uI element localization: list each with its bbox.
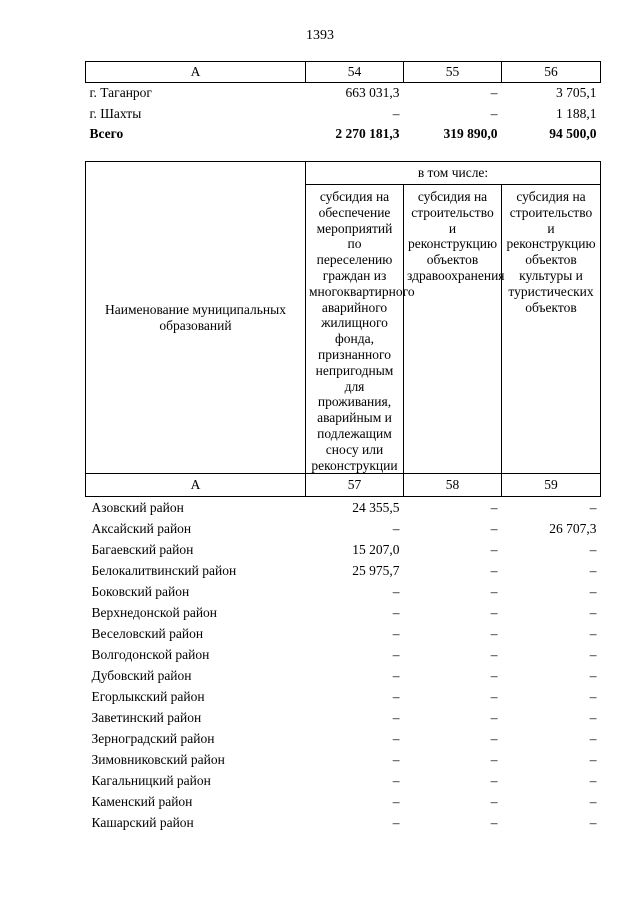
cell-value: – [392, 605, 400, 621]
cell-value: – [392, 521, 400, 537]
cell-value: – [490, 689, 498, 705]
cell-value: – [589, 815, 597, 831]
cell-value: – [589, 794, 597, 810]
cell-value: – [392, 647, 400, 663]
summary-header-row [86, 62, 601, 83]
code-cell: 57 [306, 474, 404, 497]
table-row [86, 518, 601, 539]
page-number: 1393 [306, 28, 334, 43]
total-label: Всего [89, 126, 124, 142]
summary-table [85, 61, 601, 145]
cell-value: – [392, 689, 400, 705]
header-cell: 55 [404, 62, 502, 83]
total-row [86, 124, 601, 145]
cell-value: – [490, 647, 498, 663]
district-name: Дубовский район [91, 668, 192, 684]
district-name: Зимовниковский район [91, 752, 225, 768]
table-row [86, 83, 601, 104]
cell-value: – [589, 773, 597, 789]
cell-value: – [490, 668, 498, 684]
cell-value: – [490, 710, 498, 726]
cell-value: 1 188,1 [556, 105, 597, 121]
cell-value: – [589, 731, 597, 747]
header-cell: 56 [502, 62, 601, 83]
cell-value: 24 355,5 [352, 500, 400, 516]
district-name: Аксайский район [91, 521, 192, 537]
district-name: Кагальницкий район [91, 773, 211, 789]
district-name: Егорлыкский район [91, 689, 205, 705]
cell-value: 26 707,3 [549, 521, 597, 537]
table-row [86, 104, 601, 125]
table-row [86, 581, 601, 602]
district-name: Багаевский район [91, 542, 194, 558]
table-row [86, 623, 601, 644]
cell-value: – [589, 626, 597, 642]
district-name: Боковский район [91, 584, 190, 600]
district-name: Зерноградский район [91, 731, 215, 747]
code-cell: А [86, 474, 306, 497]
cell-value: – [589, 542, 597, 558]
table-row [86, 707, 601, 728]
table-row [86, 602, 601, 623]
cell-value: – [392, 105, 400, 121]
cell-value: – [490, 773, 498, 789]
code-cell: 58 [404, 474, 502, 497]
district-name: Верхнедонской район [91, 605, 218, 621]
cell-value: – [490, 605, 498, 621]
district-name: Белокалитвинский район [91, 563, 237, 579]
cell-value: – [392, 668, 400, 684]
cell-value: – [589, 752, 597, 768]
cell-value: 25 975,7 [352, 563, 400, 579]
table-row [86, 560, 601, 581]
district-name: Азовский район [91, 500, 184, 516]
code-cell: 59 [502, 474, 601, 497]
cell-value: – [392, 710, 400, 726]
district-name: Веселовский район [91, 626, 204, 642]
cell-value: – [392, 731, 400, 747]
cell-value: – [589, 605, 597, 621]
cell-value: – [490, 584, 498, 600]
cell-value: – [490, 521, 498, 537]
cell-value: – [490, 752, 498, 768]
table-row [86, 749, 601, 770]
cell-value: – [589, 584, 597, 600]
cell-value: – [589, 710, 597, 726]
district-name: Каменский район [91, 794, 193, 810]
name-column-header: Наименование муниципальных образований [86, 162, 306, 474]
cell-value: – [392, 815, 400, 831]
district-name: Волгодонской район [91, 647, 210, 663]
header-row-top [86, 162, 601, 185]
cell-value: – [589, 563, 597, 579]
cell-value: 663 031,3 [345, 85, 400, 101]
district-name: Заветинский район [91, 710, 202, 726]
table-row [86, 665, 601, 686]
cell-value: – [490, 85, 498, 101]
cell-value: – [392, 794, 400, 810]
cell-value: – [392, 626, 400, 642]
cell-value: 15 207,0 [352, 542, 400, 558]
table-row [86, 644, 601, 665]
cell-value: – [589, 647, 597, 663]
cell-value: – [392, 773, 400, 789]
row-name: г. Шахты [89, 105, 142, 121]
table-row [86, 770, 601, 791]
table-row [86, 497, 601, 519]
column-header-culture: субсидия на строительство и реконструкцию объектов культуры и туристических объектов [502, 185, 601, 474]
cell-value: – [392, 752, 400, 768]
cell-value: – [490, 563, 498, 579]
subsidy-rows [86, 497, 601, 834]
total-value: 319 890,0 [443, 126, 498, 142]
cell-value: – [589, 668, 597, 684]
table-row [86, 812, 601, 833]
subsidy-table [85, 161, 601, 833]
table-row [86, 728, 601, 749]
code-row [86, 474, 601, 497]
table-row [86, 791, 601, 812]
cell-value: – [490, 542, 498, 558]
cell-value: – [589, 500, 597, 516]
header-cell: 54 [306, 62, 404, 83]
cell-value: – [490, 626, 498, 642]
including-header: в том числе: [306, 162, 601, 185]
cell-value: – [392, 584, 400, 600]
column-header-healthcare: субсидия на строительство и реконструкцию объектов здравоохранения [404, 185, 502, 474]
cell-value: – [490, 105, 498, 121]
cell-value: 3 705,1 [556, 85, 597, 101]
cell-value: – [490, 794, 498, 810]
column-header-resettlement: субсидия на обеспечение мероприятий по переселению граждан из многоквартирного аварийного жилищного фонда, признанного непригодным для проживания, аварийным и подлежащим сносу или реконструкции [306, 185, 404, 474]
cell-value: – [589, 689, 597, 705]
row-name: г. Таганрог [89, 85, 152, 101]
total-value: 94 500,0 [549, 126, 597, 142]
table-row [86, 686, 601, 707]
cell-value: – [490, 815, 498, 831]
cell-value: – [490, 731, 498, 747]
district-name: Кашарский район [91, 815, 194, 831]
cell-value: – [490, 500, 498, 516]
header-cell: А [86, 62, 306, 83]
total-value: 2 270 181,3 [335, 126, 400, 142]
table-row [86, 539, 601, 560]
